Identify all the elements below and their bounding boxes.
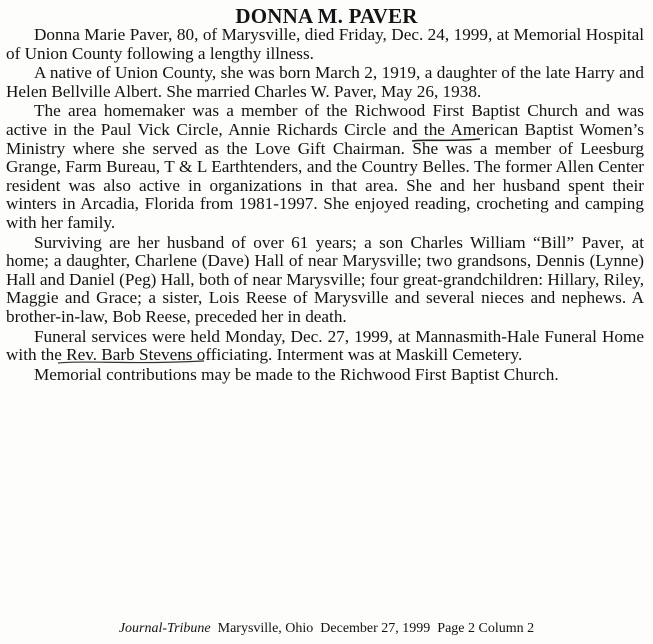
paragraph-memorial-contributions: Memorial contributions may be made to the Richwood First Baptist Church. xyxy=(34,364,559,384)
source-citation xyxy=(0,620,653,638)
paragraph-funeral-services: Funeral services were held Monday, Dec. 27, 1999, at Mannasmith-Hale Funeral Home with the Rev. Barb Stevens officiating. Interment was at Maskill Cemetery. xyxy=(6,326,644,365)
newspaper-name: Journal-Tribune xyxy=(118,621,211,636)
paragraph-survivors: Surviving are her husband of over 61 years; a son Charles William “Bill” Paver, at home; a daughter, Charlene (Dave) Hall of near Marysville; two grandsons, Dennis (Lynne) Hall and Daniel (Peg) Hall, both of near Marysville; four great-grandchildren: Hillary, Riley, Maggie and Grace; a sister, Lois Reese of Marysville and several nieces and nephews. A brother-in-law, Bob Reese, preceded her in death. xyxy=(6,232,644,326)
paragraph-birth-family: A native of Union County, she was born March 2, 1919, a daughter of the late Harry and Helen Bellville Albert. She married Charles W. Paver, May 26, 1938. xyxy=(6,63,644,101)
obituary-body xyxy=(6,26,644,384)
handwritten-underline-mark xyxy=(411,137,481,143)
citation-details: Marysville, Ohio December 27, 1999 Page 2 Column 2 xyxy=(217,621,535,636)
paragraph-death-notice: Donna Marie Paver, 80, of Marysville, died Friday, Dec. 24, 1999, at Memorial Hospital of Union County following a lengthy illness. xyxy=(6,25,644,63)
obituary-headline: DONNA M. PAVER xyxy=(235,4,418,28)
paragraph-memberships: The area homemaker was a member of the Richwood First Baptist Church and was active in the Paul Vick Circle, Annie Richards Circle and the American Baptist Women’s Ministry where she served as the Love Gift Chairman. She was a member of Leesburg Grange, Farm Bureau, T & L Earthtenders, and the Country Belles. The former Allen Center resident was also active in organizations in that area. She and her husband spent their winters in Arcadia, Florida from 1981-1997. She enjoyed reading, crocheting and camping with her family. xyxy=(6,101,644,232)
handwritten-underline-mark-2 xyxy=(57,358,205,366)
